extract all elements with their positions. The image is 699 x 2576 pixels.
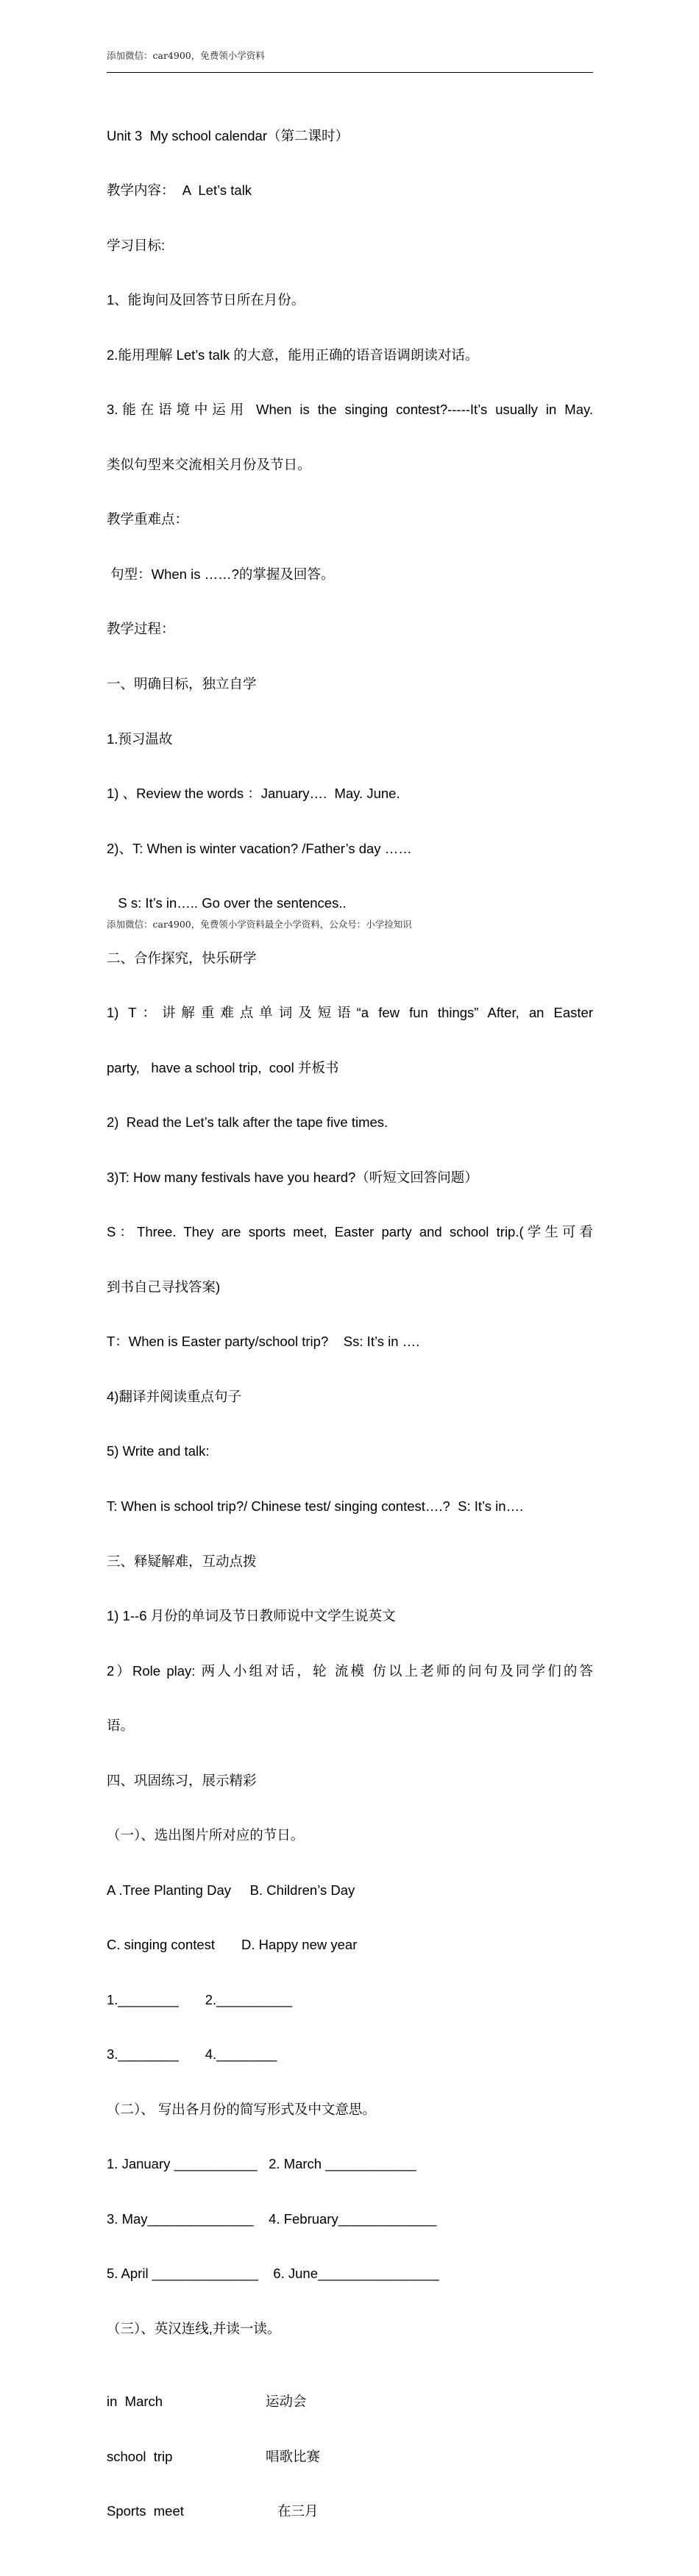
- page-footer: 添加微信：car4900，免费领小学资料最全小学资料，公众号：小学捡知识: [107, 919, 412, 930]
- text-line: 教学过程：: [107, 621, 175, 637]
- text-line: 3.能在语境中运用 When is the singing contest?-----It’s usually in May.: [107, 402, 593, 418]
- exercise-heading: （一）、选出图片所对应的节日。: [107, 1827, 305, 1843]
- exercise-option: A .Tree Planting Day B. Children’s Day: [107, 1882, 355, 1898]
- text-line: 1) 1--6 月份的单词及节日教师说中文学生说英文: [107, 1608, 396, 1624]
- answer-blank: 1.________ 2.__________: [107, 1991, 293, 2007]
- section-heading: 一、明确目标，独立自学: [107, 676, 257, 691]
- text-line: party, have a school trip, cool 并板书: [107, 1059, 339, 1075]
- text-line: T：When is Easter party/school trip? Ss: It’s in ….: [107, 1334, 420, 1350]
- matching-row: [107, 2393, 593, 2411]
- text-line: 类似句型来交流相关月份及节日。: [107, 456, 311, 472]
- text-line: 2.能用理解 Let’s talk 的大意，能用正确的语音语调朗读对话。: [107, 346, 479, 363]
- answer-blank: 3.________ 4.________: [107, 2046, 277, 2063]
- exercise-heading: （二）、 写出各月份的简写形式及中文意思。: [107, 2101, 376, 2117]
- matching-english: Sports meet: [107, 2503, 184, 2519]
- header-divider: [107, 72, 593, 73]
- text-line: 1.预习温故: [107, 730, 173, 747]
- text-line: 2) Read the Let’s talk after the tape five times.: [107, 1114, 388, 1131]
- text-line: 语。: [107, 1718, 135, 1734]
- text-line: S s: It’s in….. Go over the sentences..: [107, 895, 347, 911]
- matching-english: in March: [107, 2394, 163, 2410]
- text-line: 2）Role play: 两人小组对话，轮 流模 仿以上老师的问句及同学们的答: [107, 1662, 593, 1679]
- section-heading: 二、合作探究，快乐研学: [107, 950, 257, 966]
- exercise-heading: （三）、英汉连线,并读一读。: [107, 2320, 281, 2336]
- answer-blank: 1. January ___________ 2. March ____________: [107, 2156, 416, 2172]
- text-line: 5) Write and talk:: [107, 1443, 210, 1459]
- text-line: 教学重难点：: [107, 511, 189, 527]
- section-heading: 四、巩固练习，展示精彩: [107, 1772, 257, 1788]
- text-line: 1、能询问及回答节日所在月份。: [107, 292, 305, 308]
- text-line: T: When is school trip?/ Chinese test/ singing contest….? S: It’s in….: [107, 1498, 524, 1514]
- lesson-title: Unit 3 My school calendar（第二课时）: [107, 127, 349, 143]
- matching-chinese: 运动会: [266, 2394, 307, 2410]
- matching-row: [107, 2502, 593, 2521]
- text-line: 句型：When is ……?的掌握及回答。: [107, 566, 335, 582]
- text-line: 1) T：讲解重难点单词及短语“a few fun things” After, an Easter: [107, 1005, 593, 1021]
- text-line: 到书自己寻找答案): [107, 1278, 221, 1295]
- matching-english: school trip: [107, 2448, 173, 2464]
- text-line: 2)、T: When is winter vacation? /Father’s day ……: [107, 840, 412, 856]
- answer-blank: 5. April ______________ 6. June________________: [107, 2266, 439, 2282]
- matching-chinese: 在三月: [277, 2503, 319, 2519]
- section-heading: 三、释疑解难，互动点拨: [107, 1553, 257, 1569]
- matching-chinese: 唱歌比赛: [266, 2448, 321, 2464]
- answer-blank: 3. May______________ 4. February_____________: [107, 2210, 437, 2227]
- text-line: S：Three. They are sports meet, Easter party and school trip.(学生可看: [107, 1224, 593, 1240]
- text-line: 3)T: How many festivals have you heard?（听短文回答问题）: [107, 1169, 478, 1185]
- text-line: 学习目标:: [107, 237, 166, 253]
- exercise-option: C. singing contest D. Happy new year: [107, 1937, 358, 1953]
- text-line: 1) 、Review the words ：January…. May. June.: [107, 786, 400, 802]
- text-line: 教学内容： A Let’s talk: [107, 182, 252, 199]
- page-header: 添加微信：car4900，免费领小学资料: [107, 50, 265, 61]
- text-line: 4)翻译并阅读重点句子: [107, 1388, 241, 1404]
- matching-row: [107, 2448, 593, 2466]
- lesson-body: [107, 90, 593, 2539]
